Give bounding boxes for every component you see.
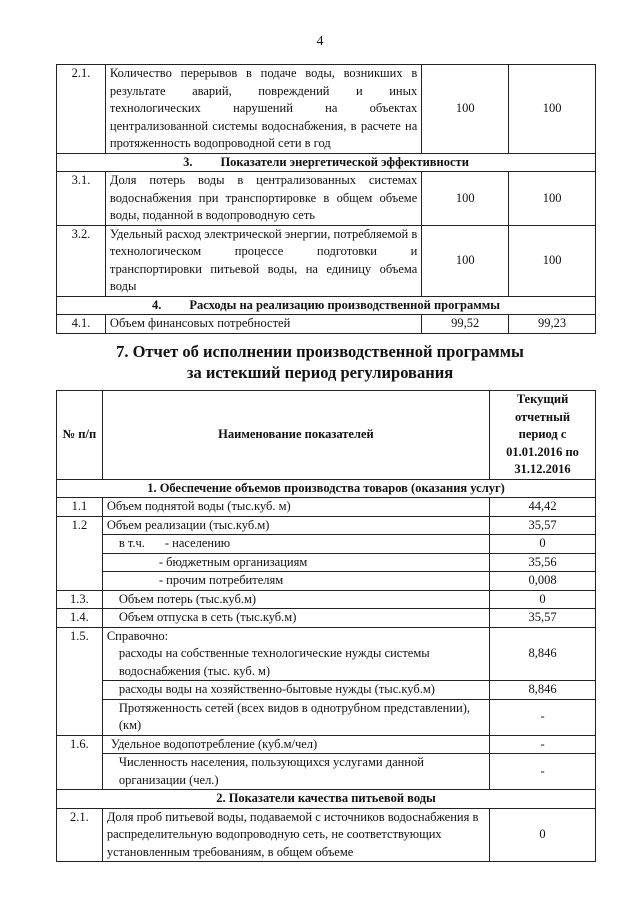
- section-title: [57, 153, 596, 172]
- section-row: [57, 790, 596, 809]
- row-value-2: 100: [509, 225, 596, 296]
- row-value: 35,56: [490, 553, 596, 572]
- table-row: [57, 681, 596, 700]
- row-value-2: 100: [509, 65, 596, 154]
- row-num: 1.6.: [57, 735, 103, 790]
- table-row: [57, 225, 596, 296]
- section-text: Показатели энергетической эффективности: [220, 154, 469, 169]
- row-value: 44,42: [490, 498, 596, 517]
- row-value: 8,846: [490, 627, 596, 681]
- row-name: Объем поднятой воды (тыс.куб. м): [102, 498, 489, 517]
- table-row: [57, 627, 596, 681]
- row-value: 35,57: [490, 516, 596, 535]
- row-value-1: 100: [422, 65, 509, 154]
- row-num: 3.1.: [57, 172, 106, 226]
- row-value: 0: [490, 535, 596, 554]
- row-num: 2.1.: [57, 65, 106, 154]
- table-row: [57, 699, 596, 735]
- row-num: 3.2.: [57, 225, 106, 296]
- row-prefix: в т.ч.: [118, 536, 145, 550]
- header-num: № п/п: [57, 391, 103, 480]
- row-name: Объем потерь (тыс.куб.м): [102, 590, 489, 609]
- table-row: [57, 535, 596, 554]
- section-row: [57, 153, 596, 172]
- heading-line-1: 7. Отчет об исполнении производственной программы: [116, 342, 524, 361]
- section-row: [57, 296, 596, 315]
- row-sub-name: расходы на собственные технологические нужды системы водоснабжения (тыс. куб. м): [118, 646, 430, 678]
- row-name: - прочим потребителям: [102, 572, 489, 591]
- row-label: Справочно:: [106, 628, 169, 643]
- table-row: [57, 516, 596, 535]
- row-value-2: 100: [509, 172, 596, 226]
- heading-line-2: за истекший период регулирования: [186, 363, 454, 382]
- row-value: 0: [490, 808, 596, 862]
- row-name: расходы воды на хозяйственно-бытовые нужды (тыс.куб.м): [102, 681, 489, 700]
- table-row: [57, 754, 596, 790]
- indicators-table: [56, 64, 596, 334]
- table-row: [57, 498, 596, 517]
- section-text: Расходы на реализацию производственной программы: [189, 297, 501, 312]
- row-sub-name: - населению: [164, 536, 231, 550]
- row-name: Протяженность сетей (всех видов в однотрубном представлении), (км): [102, 699, 489, 735]
- header-name: Наименование показателей: [102, 391, 489, 480]
- page-number: 4: [316, 34, 324, 49]
- row-value: -: [490, 754, 596, 790]
- section-num: 3.: [183, 154, 193, 169]
- row-name: Доля проб питьевой воды, подаваемой с источников водоснабжения в распределительную водопроводную сеть, не соответствующих установленным требованиям, в общем объеме: [102, 808, 489, 862]
- row-name: Объем реализации (тыс.куб.м): [102, 516, 489, 535]
- row-num: 4.1.: [57, 315, 106, 334]
- row-value: 0: [490, 590, 596, 609]
- row-num: 2.1.: [57, 808, 103, 862]
- row-name: - бюджетным организациям: [102, 553, 489, 572]
- row-name: Доля потерь воды в централизованных системах водоснабжения при транспортировке в общем объеме воды, поданной в водопроводную сеть: [105, 172, 421, 226]
- row-name: Удельный расход электрической энергии, потребляемой в технологическом процессе подготовки и транспортировки питьевой воды, на единицу объема воды: [105, 225, 421, 296]
- table-row: [57, 572, 596, 591]
- row-name: [102, 535, 489, 554]
- program-report-table: [56, 390, 596, 862]
- row-value: 8,846: [490, 681, 596, 700]
- table-row: [57, 553, 596, 572]
- row-num: 1.1: [57, 498, 103, 517]
- row-name: Объем отпуска в сеть (тыс.куб.м): [102, 609, 489, 628]
- row-num: 1.4.: [57, 609, 103, 628]
- section-title: [57, 296, 596, 315]
- table-row: [57, 735, 596, 754]
- row-value: -: [490, 735, 596, 754]
- table-row: [57, 609, 596, 628]
- row-value-1: 100: [422, 172, 509, 226]
- row-name: Объем финансовых потребностей: [105, 315, 421, 334]
- report-heading: [0, 341, 640, 383]
- table-row: [57, 172, 596, 226]
- row-name: Удельное водопотребление (куб.м/чел): [102, 735, 489, 754]
- row-value: 0,008: [490, 572, 596, 591]
- section-title: 1. Обеспечение объемов производства товаров (оказания услуг): [57, 479, 596, 498]
- row-num: 1.2: [57, 516, 103, 590]
- row-name: Численность населения, пользующихся услугами данной организации (чел.): [102, 754, 489, 790]
- table-row: [57, 808, 596, 862]
- table-row: [57, 65, 596, 154]
- section-num: 4.: [151, 297, 162, 312]
- table-header: [57, 391, 596, 480]
- table-row: [57, 315, 596, 334]
- row-value-2: 99,23: [509, 315, 596, 334]
- row-name: [102, 627, 489, 681]
- row-value-1: 100: [422, 225, 509, 296]
- row-num: 1.3.: [57, 590, 103, 609]
- row-value-1: 99,52: [422, 315, 509, 334]
- table-row: [57, 590, 596, 609]
- section-title: 2. Показатели качества питьевой воды: [57, 790, 596, 809]
- row-num: 1.5.: [57, 627, 103, 735]
- row-value: 35,57: [490, 609, 596, 628]
- section-row: [57, 479, 596, 498]
- header-period: Текущий отчетный период с 01.01.2016 по 31.12.2016: [490, 391, 596, 480]
- row-value: -: [490, 699, 596, 735]
- row-name: Количество перерывов в подаче воды, возникших в результате аварий, повреждений и иных технологических нарушений на объектах централизованной системы водоснабжения, в расчете на протяженность водопроводной сети в год: [105, 65, 421, 154]
